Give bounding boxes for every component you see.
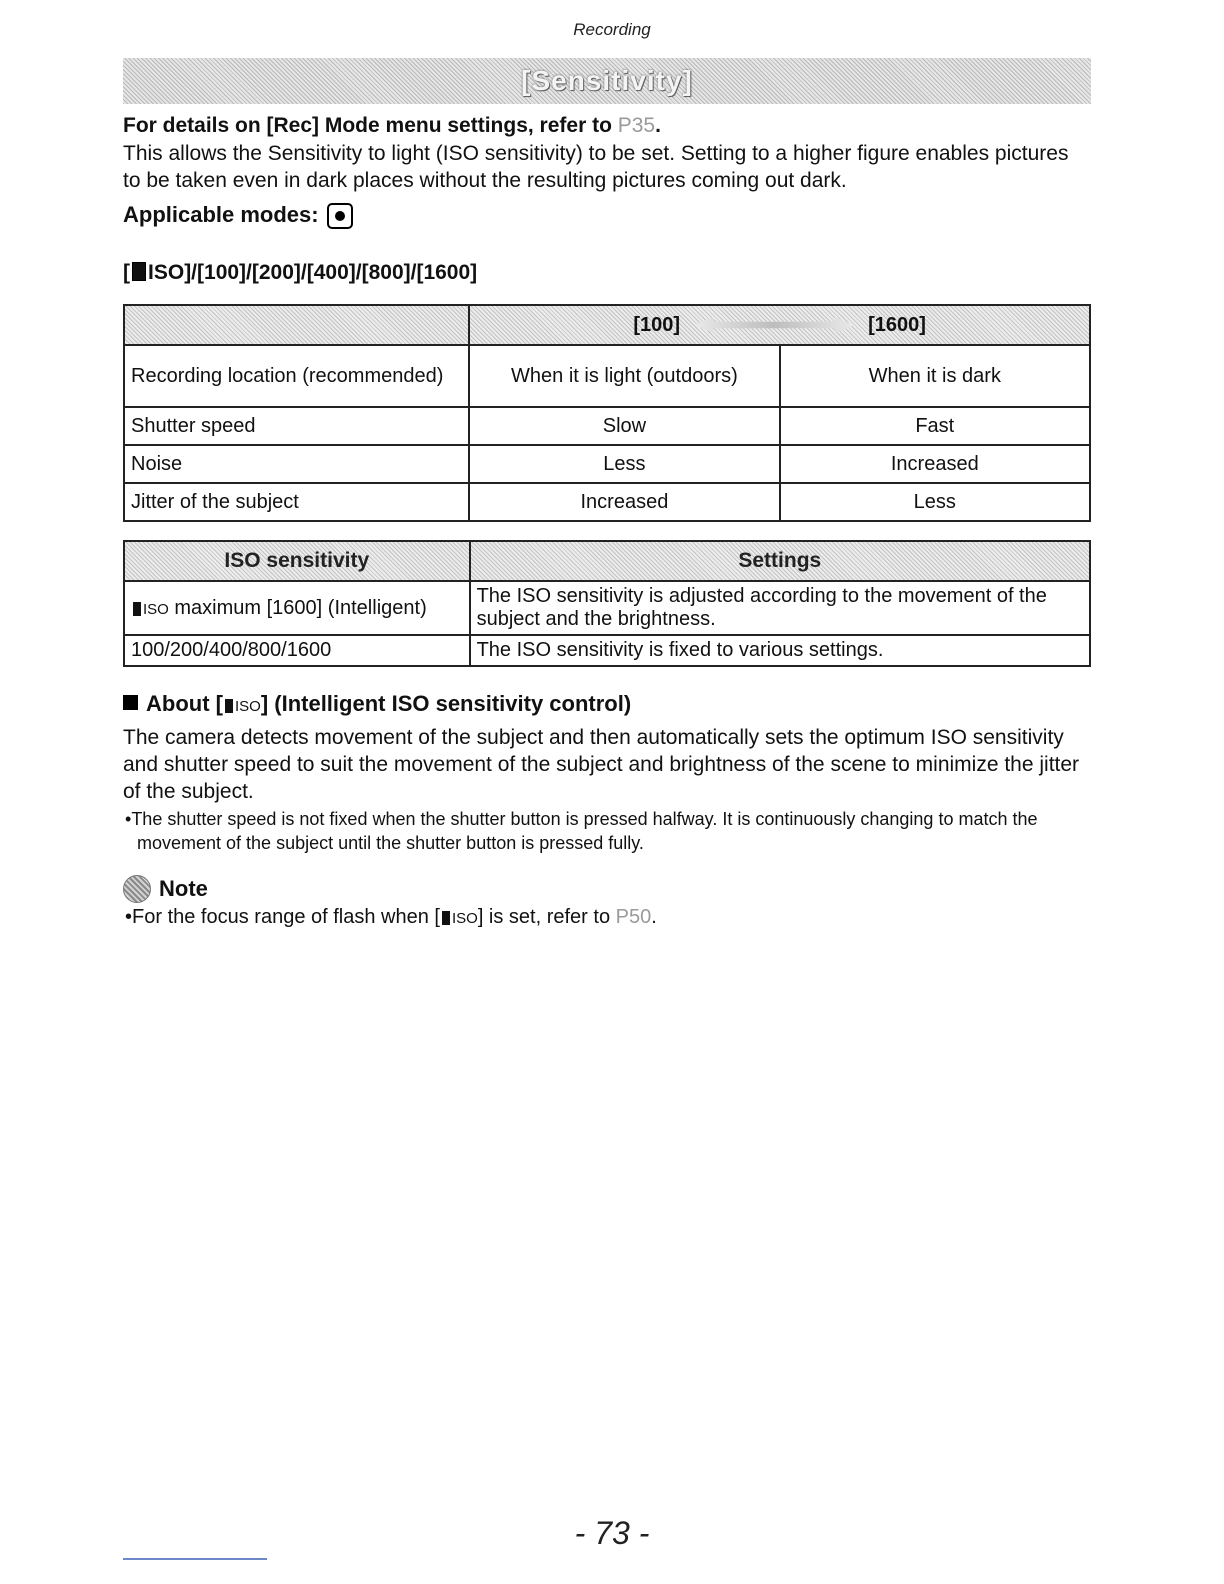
table-row <box>124 635 1090 666</box>
intelligent-iso-icon <box>442 911 450 925</box>
row-low-value: Slow <box>469 407 779 445</box>
row-high-value: When it is dark <box>780 345 1090 407</box>
page-number: - 73 - <box>574 1515 650 1551</box>
about-text: The camera detects movement of the subject and then automatically sets the optimum ISO sensitivity and shutter speed to suit the movement of the subject and brightness of the scene to minimize the jitter of the subject. <box>123 726 1080 803</box>
row-high-value: Fast <box>780 407 1090 445</box>
applicable-modes-label: Applicable modes: <box>123 202 319 227</box>
settings-header-row <box>124 541 1090 581</box>
options-open: [ <box>123 261 130 284</box>
note-bullet-middle: ] is set, refer to <box>477 906 616 928</box>
iso-cell <box>124 635 470 666</box>
intro-description: This allows the Sensitivity to light (ISO sensitivity) to be set. Setting to a higher figure enables pictures to be taken even in dark places without the resulting pictures coming out dark. <box>123 142 1069 192</box>
row-low-value: When it is light (outdoors) <box>469 345 779 407</box>
row-high-value: Increased <box>780 445 1090 483</box>
row-label: Jitter of the subject <box>124 483 469 521</box>
table-row <box>124 483 1090 521</box>
about-bullet-text: The shutter speed is not fixed when the shutter button is pressed halfway. It is continuously changing to match the movement of the subject until the shutter button is pressed fully. <box>131 809 1038 853</box>
table-row <box>124 407 1090 445</box>
intelligent-iso-icon <box>132 262 146 281</box>
about-heading <box>123 689 1091 722</box>
page-content <box>123 112 1091 931</box>
row-label: Recording location (recommended) <box>124 345 469 407</box>
applicable-modes <box>123 200 1091 230</box>
setting-cell: The ISO sensitivity is adjusted according to the movement of the subject and the brightness. <box>470 581 1090 635</box>
note-bullet-prefix: For the focus range of flash when [ <box>132 906 440 928</box>
row-label: Noise <box>124 445 469 483</box>
reference-page-link[interactable]: P35 <box>617 114 656 137</box>
iso-prefix: ISO <box>143 600 169 618</box>
table-row <box>124 445 1090 483</box>
iso-value: maximum [1600] (Intelligent) <box>168 596 427 619</box>
footer-rule <box>123 1558 267 1560</box>
note-heading-text: Note <box>159 876 208 901</box>
reference-prefix: For details on [Rec] Mode menu settings, refer to <box>123 114 618 137</box>
about-bullet: •The shutter speed is not fixed when the shutter button is pressed halfway. It is continuously changing to match the movement of the subject until the shutter button is pressed fully. <box>125 809 1038 853</box>
reference-line <box>123 112 1091 140</box>
note-bullet-suffix: . <box>651 906 657 928</box>
intelligent-iso-icon <box>133 602 141 616</box>
iso-value: 100/200/400/800/1600 <box>131 639 332 661</box>
iso-cell <box>124 581 470 635</box>
section-title-bar <box>123 58 1091 104</box>
double-arrow-icon <box>694 317 854 333</box>
note-bullet: •For the focus range of flash when [ ISO] is set, refer to P50. <box>125 906 657 928</box>
reference-suffix: . <box>655 114 661 137</box>
setting-cell: The ISO sensitivity is fixed to various settings. <box>470 635 1090 666</box>
options-rest: ]/[100]/[200]/[400]/[800]/[1600] <box>184 261 478 284</box>
comparison-header-row <box>124 305 1090 345</box>
note-heading <box>123 875 1091 903</box>
intelligent-iso-icon <box>225 699 233 713</box>
square-bullet-icon <box>123 695 138 710</box>
scale-high-label: [1600] <box>868 313 926 336</box>
section-header: Recording <box>573 20 651 39</box>
header-iso-sensitivity: ISO sensitivity <box>124 541 470 581</box>
comparison-header-scale <box>469 305 1090 345</box>
iso-options <box>123 258 1091 288</box>
about-heading-suffix: ] (Intelligent ISO sensitivity control) <box>260 691 632 716</box>
scale-low-label: [100] <box>633 313 681 336</box>
row-high-value: Less <box>780 483 1090 521</box>
section-title: [Sensitivity] <box>521 65 693 96</box>
header-settings: Settings <box>470 541 1090 581</box>
note-page-link[interactable]: P50 <box>615 906 652 928</box>
camera-mode-icon <box>327 203 353 229</box>
settings-table <box>123 540 1091 667</box>
about-heading-prefix: About [ <box>146 691 223 716</box>
comparison-table <box>123 304 1091 522</box>
row-low-value: Increased <box>469 483 779 521</box>
table-row <box>124 581 1090 635</box>
row-low-value: Less <box>469 445 779 483</box>
table-row <box>124 345 1090 407</box>
options-iso-label: ISO <box>148 261 185 284</box>
comparison-header-empty <box>124 305 469 345</box>
row-label: Shutter speed <box>124 407 469 445</box>
note-bullet-iso: ISO <box>451 910 478 927</box>
about-heading-iso: ISO <box>234 698 261 715</box>
note-icon <box>123 875 151 903</box>
